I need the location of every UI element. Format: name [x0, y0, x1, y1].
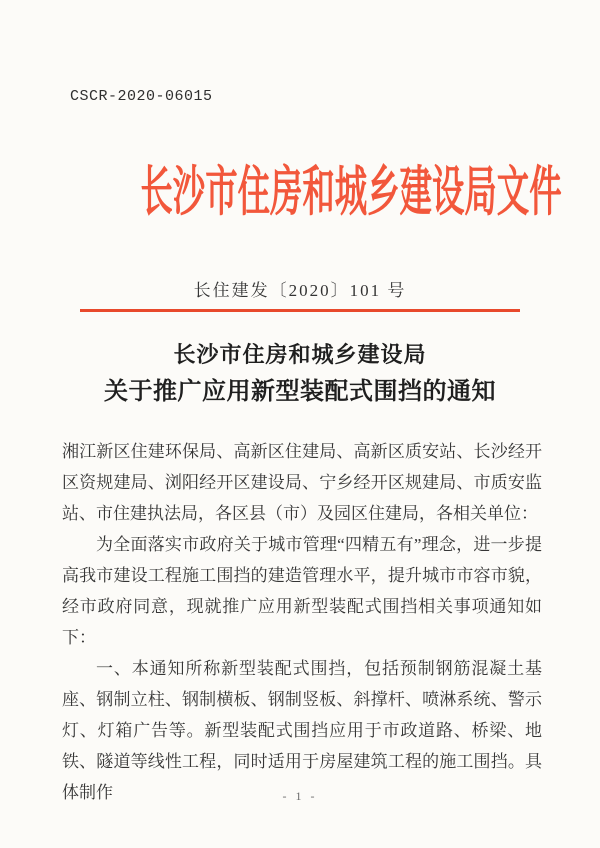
- item-one-paragraph: 一、本通知所称新型装配式围挡，包括预制钢筋混凝土基座、钢制立柱、钢制横板、钢制竖板、斜撑杆、喷淋系统、警示灯、灯箱广告等。新型装配式围挡应用于市政道路、桥梁、地铁、隧道等线性工程，同时适用于房屋建筑工程的施工围挡。具体制作: [62, 659, 542, 802]
- intro-paragraph: 为全面落实市政府关于城市管理“四精五有”理念，进一步提高我市建设工程施工围挡的建造管理水平，提升城市市容市貌，经市政府同意，现就推广应用新型装配式围挡相关事项通知如下：: [62, 535, 542, 647]
- page-number: - 1 -: [282, 789, 318, 803]
- doc-title: [0, 336, 600, 411]
- doc-number: 长住建发〔2020〕101 号: [193, 281, 407, 300]
- doc-reference-id: CSCR-2020-06015: [70, 88, 213, 105]
- agency-header: [0, 160, 600, 225]
- doc-title-line2: 关于推广应用新型装配式围挡的通知: [104, 379, 496, 405]
- doc-body: [62, 436, 542, 808]
- agency-header-title: 长沙市住房和城乡建设局文件: [140, 162, 562, 222]
- red-divider: [80, 309, 520, 312]
- recipients-paragraph: 湘江新区住建环保局、高新区住建局、高新区质安站、长沙经开区资规建局、浏阳经开区建设局、宁乡经开区规建局、市质安监站、市住建执法局，各区县（市）及园区住建局，各相关单位：: [62, 442, 542, 523]
- doc-title-line1: 长沙市住房和城乡建设局: [173, 342, 427, 367]
